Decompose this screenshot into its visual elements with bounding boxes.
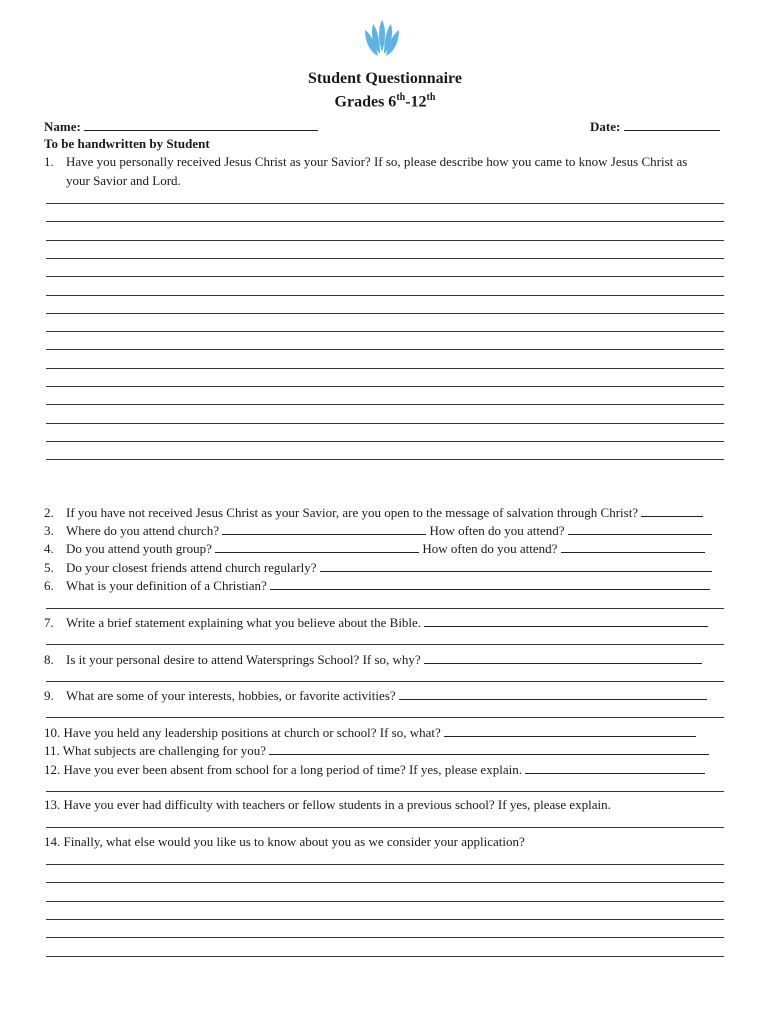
answer-line[interactable] [46,441,724,442]
answer-line[interactable] [46,386,724,387]
answer-line-q10[interactable] [444,724,696,737]
answer-line-q5[interactable] [320,559,712,572]
question-14: 14. Finally, what else would you like us to know about you as we consider your application? [44,834,525,849]
answer-line-q12-extra[interactable] [46,791,724,792]
question-6: 6. What is your definition of a Christian? [44,577,710,594]
answer-line[interactable] [46,404,724,405]
answer-line[interactable] [46,459,724,460]
question-4: 4. Do you attend youth group? How often do you attend? [44,540,705,557]
answer-line-q4b[interactable] [561,540,705,553]
answer-line[interactable] [46,295,724,296]
answer-line-q3[interactable] [222,522,426,535]
answer-line[interactable] [46,882,724,883]
answer-line-q12[interactable] [525,761,705,774]
answer-line[interactable] [46,258,724,259]
answer-line-q9-extra[interactable] [46,717,724,718]
question-10: 10. Have you held any leadership positions at church or school? If so, what? [44,724,696,741]
answer-line-q7-extra[interactable] [46,644,724,645]
answer-line[interactable] [46,240,724,241]
school-logo-icon [362,18,402,60]
question-7: 7. Write a brief statement explaining what you believe about the Bible. [44,614,708,631]
answer-line[interactable] [46,331,724,332]
date-field [590,118,720,135]
question-12: 12. Have you ever been absent from school for a long period of time? If yes, please explain. [44,761,705,778]
answer-line-q6[interactable] [270,577,710,590]
question-8: 8. Is it your personal desire to attend Watersprings School? If so, why? [44,651,702,668]
date-label: Date: [590,119,621,134]
instruction-text: To be handwritten by Student [44,136,210,151]
answer-line[interactable] [46,368,724,369]
answer-line[interactable] [46,956,724,957]
name-input-line[interactable] [84,118,318,131]
question-9: 9. What are some of your interests, hobbies, or favorite activities? [44,687,707,704]
name-field [44,118,318,135]
page-title: Student Questionnaire [308,70,462,87]
answer-line[interactable] [46,276,724,277]
question-13: 13. Have you ever had difficulty with teachers or fellow students in a previous school? If yes, please explain. [44,797,611,812]
answer-line-q7[interactable] [424,614,708,627]
answer-line[interactable] [46,203,724,204]
date-input-line[interactable] [624,118,720,131]
question-2: 2. If you have not received Jesus Christ as your Savior, are you open to the message of salvation through Christ? [44,504,703,521]
answer-line-q8-extra[interactable] [46,681,724,682]
question-1: 1. Have you personally received Jesus Christ as your Savior? If so, please describe how you came to know Jesus Christ as [44,154,688,169]
answer-line[interactable] [46,937,724,938]
name-label: Name: [44,119,81,134]
answer-line[interactable] [46,221,724,222]
question-3: 3. Where do you attend church? How often do you attend? [44,522,712,539]
question-1-cont: your Savior and Lord. [66,173,181,188]
answer-line-q3b[interactable] [568,522,712,535]
answer-line-q9[interactable] [399,687,707,700]
answer-line-q13[interactable] [46,827,724,828]
answer-line[interactable] [46,423,724,424]
answer-line-q11[interactable] [269,742,709,755]
answer-line[interactable] [46,901,724,902]
question-11: 11. What subjects are challenging for you? [44,742,709,759]
answer-line[interactable] [46,313,724,314]
answer-line-q4[interactable] [215,540,419,553]
answer-line-q6-extra[interactable] [46,608,724,609]
grades-subtitle: Grades 6th-12th [334,92,436,111]
answer-line-q2[interactable] [641,504,703,517]
question-5: 5. Do your closest friends attend church regularly? [44,559,712,576]
answer-line[interactable] [46,349,724,350]
answer-line-q8[interactable] [424,651,702,664]
answer-line[interactable] [46,919,724,920]
answer-line[interactable] [46,864,724,865]
